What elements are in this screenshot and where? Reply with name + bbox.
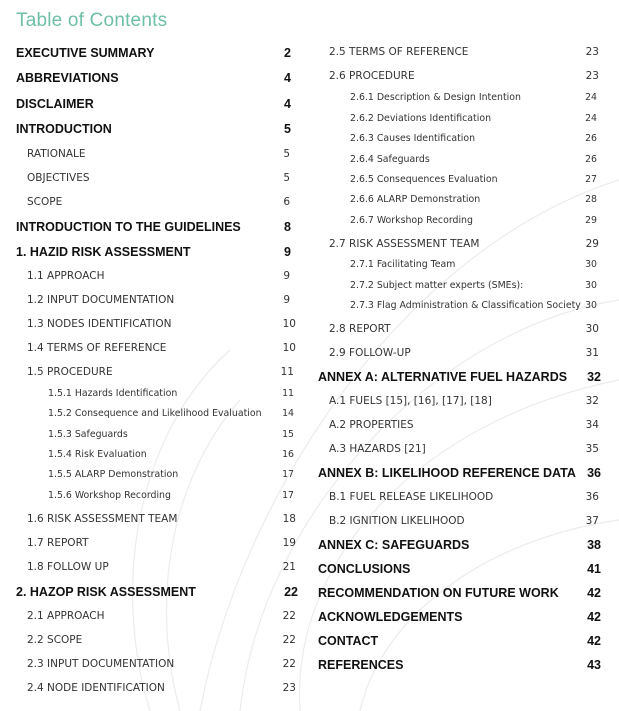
toc-entry-label: 2. HAZOP RISK ASSESSMENT — [16, 585, 196, 599]
toc-entry-label: ANNEX A: ALTERNATIVE FUEL HAZARDS — [318, 370, 568, 384]
toc-entry-label: 2.6.6 ALARP Demonstration — [350, 194, 481, 205]
toc-entry-label: 2.6.5 Consequences Evaluation — [350, 174, 498, 185]
toc-entry-label: EXECUTIVE SUMMARY — [16, 46, 155, 60]
toc-entry-page: 26 — [585, 154, 597, 165]
toc-entry-label: 2.5 TERMS OF REFERENCE — [329, 46, 469, 58]
page-title: Table of Contents — [16, 10, 168, 31]
toc-entry-label: 2.2 SCOPE — [27, 634, 83, 646]
toc-entry-label: DISCLAIMER — [16, 97, 94, 111]
toc-entry-page: 4 — [284, 97, 291, 111]
toc-entry-label: 1.5.2 Consequence and Likelihood Evaluation — [48, 408, 262, 419]
toc-entry-page: 21 — [282, 561, 296, 573]
toc-entry-label: ACKNOWLEDGEMENTS — [318, 610, 463, 624]
toc-entry-page: 26 — [585, 133, 597, 144]
toc-entry-page: 42 — [587, 610, 601, 624]
toc-entry-label: INTRODUCTION TO THE GUIDELINES — [16, 220, 241, 234]
toc-entry-label: 2.3 INPUT DOCUMENTATION — [27, 658, 175, 670]
toc-entry-label: 2.6.1 Description & Design Intention — [350, 92, 521, 103]
toc-entry-page: 37 — [585, 515, 599, 527]
toc-entry-page: 30 — [585, 323, 599, 335]
toc-entry-label: SCOPE — [27, 196, 63, 208]
toc-entry-page: 23 — [585, 70, 599, 82]
toc-entry-label: A.2 PROPERTIES — [329, 419, 414, 431]
toc-entry-page: 42 — [587, 586, 601, 600]
toc-entry-page: 24 — [585, 92, 597, 103]
toc-entry-label: INTRODUCTION — [16, 122, 112, 136]
toc-entry-label: 1. HAZID RISK ASSESSMENT — [16, 245, 191, 259]
toc-entry-label: B.1 FUEL RELEASE LIKELIHOOD — [329, 491, 494, 503]
toc-entry-label: 1.5.6 Workshop Recording — [48, 490, 171, 501]
toc-entry-page: 19 — [282, 537, 296, 549]
toc-entry-label: 2.7.1 Facilitating Team — [350, 259, 456, 270]
toc-entry-page: 23 — [585, 46, 599, 58]
toc-entry-label: CONTACT — [318, 634, 379, 648]
toc-entry-page: 24 — [585, 113, 597, 124]
toc-entry-label: 1.5.5 ALARP Demonstration — [48, 469, 179, 480]
toc-entry-page: 14 — [282, 408, 294, 419]
toc-entry-page: 22 — [282, 610, 296, 622]
toc-entry-page: 30 — [585, 280, 597, 291]
toc-entry-page: 17 — [282, 490, 294, 501]
toc-entry-page: 42 — [587, 634, 601, 648]
toc-entry-page: 27 — [585, 174, 597, 185]
toc-entry-page: 23 — [282, 682, 296, 694]
toc-entry-page: 11 — [280, 366, 294, 378]
toc-entry-page: 41 — [587, 562, 601, 576]
toc-entry-page: 17 — [282, 469, 294, 480]
toc-entry-page: 9 — [283, 270, 290, 282]
toc-entry-page: 34 — [585, 419, 599, 431]
toc-entry-label: 1.5.1 Hazards Identification — [48, 388, 178, 399]
toc-entry-page: 11 — [282, 388, 294, 399]
toc-entry-page: 10 — [282, 318, 296, 330]
toc-entry-page: 5 — [284, 122, 291, 136]
toc-entry-page: 10 — [282, 342, 296, 354]
toc-entry-label: 1.5.4 Risk Evaluation — [48, 449, 147, 460]
toc-entry-page: 31 — [585, 347, 599, 359]
toc-entry-label: 1.6 RISK ASSESSMENT TEAM — [27, 513, 178, 525]
toc-entry-label: OBJECTIVES — [27, 172, 90, 184]
toc-entry-label: 2.7.2 Subject matter experts (SMEs): — [350, 280, 524, 291]
toc-entry-label: 2.4 NODE IDENTIFICATION — [27, 682, 165, 694]
toc-entry-label: 1.3 NODES IDENTIFICATION — [27, 318, 172, 330]
toc-entry-page: 30 — [585, 259, 597, 270]
toc-entry-label: 1.8 FOLLOW UP — [27, 561, 109, 573]
toc-entry-page: 38 — [587, 538, 601, 552]
toc-entry-label: 2.6 PROCEDURE — [329, 70, 415, 82]
toc-entry-label: 1.1 APPROACH — [27, 270, 105, 282]
toc-entry-page: 29 — [585, 215, 597, 226]
toc-entry-label: ANNEX B: LIKELIHOOD REFERENCE DATA — [318, 466, 576, 480]
toc-entry-page: 4 — [284, 71, 291, 85]
toc-entry-page: 35 — [585, 443, 599, 455]
toc-entry-label: A.1 FUELS [15], [16], [17], [18] — [329, 395, 492, 407]
toc-entry-page: 29 — [585, 238, 599, 250]
toc-entry-label: B.2 IGNITION LIKELIHOOD — [329, 515, 465, 527]
toc-entry-label: 2.7 RISK ASSESSMENT TEAM — [329, 238, 480, 250]
toc-entry-label: 2.7.3 Flag Administration & Classification Society — [350, 300, 581, 311]
toc-entry-label: 2.9 FOLLOW-UP — [329, 347, 411, 359]
toc-entry-label: 2.6.2 Deviations Identification — [350, 113, 492, 124]
toc-entry-page: 5 — [283, 172, 290, 184]
toc-entry-label: RECOMMENDATION ON FUTURE WORK — [318, 586, 559, 600]
toc-entry-page: 43 — [587, 658, 601, 672]
toc-entry-page: 16 — [282, 449, 294, 460]
toc-entry-page: 36 — [587, 466, 601, 480]
toc-entry-page: 2 — [284, 46, 291, 60]
toc-entry-page: 30 — [585, 300, 597, 311]
toc-entry-label: 1.5.3 Safeguards — [48, 429, 128, 440]
toc-entry-page: 28 — [585, 194, 597, 205]
toc-entry-page: 15 — [282, 429, 294, 440]
toc-entry-label: 1.7 REPORT — [27, 537, 89, 549]
toc-entry-label: ANNEX C: SAFEGUARDS — [318, 538, 470, 552]
toc-entry-label: 1.5 PROCEDURE — [27, 366, 113, 378]
toc-entry-page: 22 — [284, 585, 298, 599]
toc-entry-label: RATIONALE — [27, 148, 86, 160]
toc-entry-page: 22 — [282, 658, 296, 670]
toc-entry-label: A.3 HAZARDS [21] — [329, 443, 426, 455]
toc-entry-page: 36 — [585, 491, 599, 503]
toc-entry-label: 2.1 APPROACH — [27, 610, 105, 622]
toc-entry-page: 5 — [283, 148, 290, 160]
toc-entry-label: 2.6.7 Workshop Recording — [350, 215, 473, 226]
toc-entry-page: 18 — [282, 513, 296, 525]
toc-entry-label: 1.2 INPUT DOCUMENTATION — [27, 294, 175, 306]
toc-entry-page: 32 — [585, 395, 599, 407]
toc-entry-page: 9 — [283, 294, 290, 306]
toc-entry-page: 32 — [587, 370, 601, 384]
toc-entry-label: 2.6.3 Causes Identification — [350, 133, 476, 144]
toc-entry-page: 9 — [284, 245, 291, 259]
toc-entry-label: CONCLUSIONS — [318, 562, 411, 576]
toc-entry-page: 8 — [284, 220, 291, 234]
toc-entry-label: 1.4 TERMS OF REFERENCE — [27, 342, 167, 354]
toc-entry-label: 2.6.4 Safeguards — [350, 154, 430, 165]
toc-entry-label: ABBREVIATIONS — [16, 71, 119, 85]
toc-entry-page: 22 — [282, 634, 296, 646]
toc-entry-page: 6 — [283, 196, 290, 208]
toc-entry-label: 2.8 REPORT — [329, 323, 391, 335]
toc-entry-label: REFERENCES — [318, 658, 404, 672]
